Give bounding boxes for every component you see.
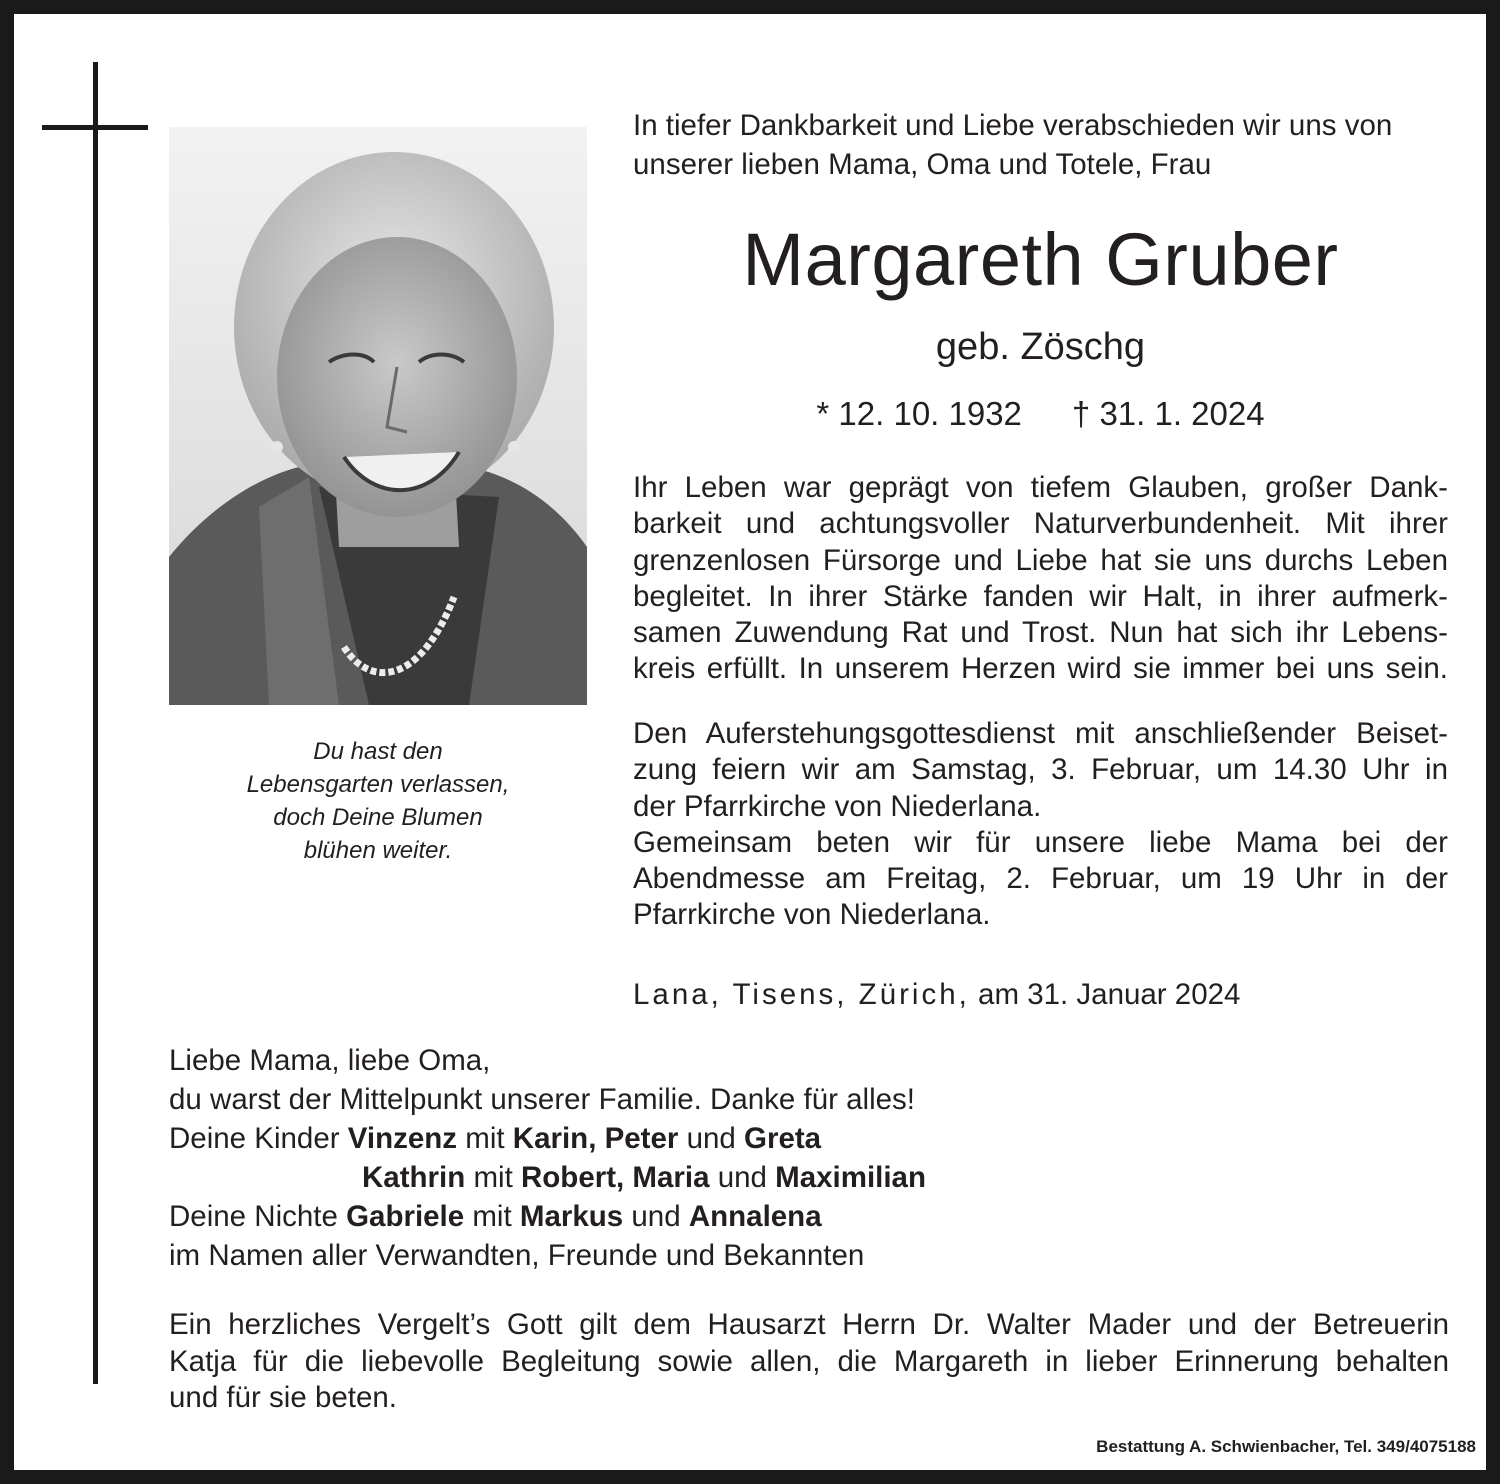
family-member: Gabriele bbox=[346, 1200, 465, 1233]
paragraph-line: Ihr Leben war geprägt von tiefem Glauben, großer Dank- bbox=[633, 471, 1448, 504]
memorial-quote bbox=[169, 735, 587, 867]
paragraph-line: Den Auferstehungsgottesdienst mit anschließender Beiset- bbox=[633, 717, 1448, 750]
death-date: † 31. 1. 2024 bbox=[1071, 395, 1265, 432]
place-and-date bbox=[633, 975, 1448, 1015]
undertaker-credit: Bestattung A. Schwienbacher, Tel. 349/4075188 bbox=[1096, 1437, 1476, 1456]
family-label: Deine Nichte bbox=[169, 1200, 338, 1233]
family-line: Liebe Mama, liebe Oma, bbox=[169, 1044, 491, 1077]
family-connector: und bbox=[686, 1122, 736, 1155]
paragraph-line: grenzenlosen Fürsorge und Liebe hat sie uns durchs Leben bbox=[633, 543, 1448, 577]
service-paragraph bbox=[633, 716, 1448, 934]
family-line: du warst der Mittelpunkt unserer Familie. Danke für alles! bbox=[169, 1083, 915, 1116]
portrait-image bbox=[169, 127, 587, 705]
portrait-photo bbox=[169, 127, 587, 705]
life-paragraph bbox=[633, 470, 1448, 688]
quote-line: Lebensgarten verlassen, bbox=[246, 771, 510, 798]
paragraph-line: begleitet. In ihrer Stärke fanden wir Halt, in ihrer aufmerk- bbox=[633, 579, 1448, 613]
family-children-line bbox=[169, 1119, 1449, 1158]
family-connector: und bbox=[717, 1161, 767, 1194]
paragraph-line: Abendmesse am Freitag, 2. Februar, um 19 Uhr in der bbox=[633, 862, 1448, 896]
cross-icon-horizontal bbox=[42, 125, 148, 130]
maiden-name: geb. Zöschg bbox=[935, 326, 1146, 368]
quote-line: Du hast den bbox=[313, 738, 443, 765]
family-member: Robert, Maria bbox=[520, 1161, 710, 1194]
intro-line: In tiefer Dankbarkeit und Liebe verabschieden wir uns von bbox=[633, 109, 1393, 142]
quote-line: blühen weiter. bbox=[303, 837, 453, 864]
family-label: Deine Kinder bbox=[169, 1122, 340, 1155]
family-member: Greta bbox=[744, 1122, 822, 1155]
intro-line: unserer lieben Mama, Oma und Totele, Frau bbox=[633, 148, 1212, 181]
family-connector: mit bbox=[473, 1161, 513, 1194]
family-connector: und bbox=[631, 1200, 681, 1233]
family-signature bbox=[169, 1041, 1449, 1275]
place-towns: Lana, Tisens, Zürich, bbox=[633, 978, 970, 1011]
paragraph-line: samen Zuwendung Rat und Trost. Nun hat sich ihr Lebens- bbox=[633, 616, 1448, 650]
family-member: Vinzenz bbox=[347, 1122, 458, 1155]
family-line: im Namen aller Verwandten, Freunde und Bekannten bbox=[169, 1239, 865, 1272]
paragraph-line: kreis erfüllt. In unserem Herzen wird sie immer bei uns sein. bbox=[633, 652, 1448, 686]
thanks-line: Ein herzliches Vergelt’s Gott gilt dem Hausarzt Herrn Dr. Walter Mader und der Betreuerin bbox=[169, 1308, 1449, 1341]
family-niece-line bbox=[169, 1197, 1449, 1236]
family-member: Maximilian bbox=[775, 1161, 926, 1194]
family-member: Karin, Peter bbox=[512, 1122, 679, 1155]
family-children-line bbox=[169, 1158, 1449, 1197]
thanks-paragraph bbox=[169, 1307, 1449, 1417]
deceased-name: Margareth Gruber bbox=[742, 218, 1339, 301]
paragraph-line: barkeit und achtungsvoller Naturverbundenheit. Mit ihrer bbox=[633, 507, 1448, 541]
family-member: Kathrin bbox=[362, 1161, 466, 1194]
quote-line: doch Deine Blumen bbox=[273, 804, 483, 831]
paragraph-line: der Pfarrkirche von Niederlana. bbox=[633, 789, 1042, 823]
paragraph-line: zung feiern wir am Samstag, 3. Februar, um 14.30 Uhr in bbox=[633, 753, 1448, 787]
cross-icon-vertical bbox=[93, 62, 98, 1384]
family-member: Annalena bbox=[688, 1200, 822, 1233]
life-dates bbox=[633, 392, 1448, 436]
paragraph-line: Gemeinsam beten wir für unsere liebe Mama bei der bbox=[633, 825, 1448, 859]
family-connector: mit bbox=[472, 1200, 512, 1233]
notice-date: am 31. Januar 2024 bbox=[978, 978, 1241, 1011]
intro-text bbox=[633, 106, 1448, 184]
family-member: Markus bbox=[519, 1200, 624, 1233]
paragraph-line: Pfarrkirche von Niederlana. bbox=[633, 898, 991, 932]
thanks-line: und für sie beten. bbox=[169, 1381, 397, 1414]
thanks-line: Katja für die liebevolle Begleitung sowie allen, die Margareth in lieber Erinnerung behalten bbox=[169, 1344, 1449, 1378]
family-connector: mit bbox=[465, 1122, 505, 1155]
birth-date: * 12. 10. 1932 bbox=[816, 395, 1022, 432]
